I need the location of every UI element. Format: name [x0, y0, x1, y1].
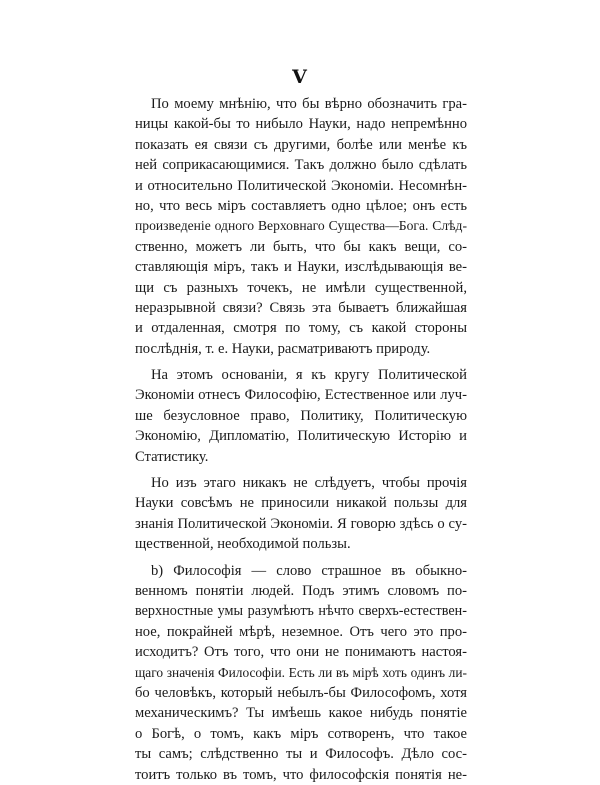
text-line: послѣднія, т. е. Науки, расматриваютъ природу.	[135, 340, 431, 357]
page-number: V	[292, 66, 308, 88]
text-line: тоитъ только въ томъ, что философскія понятія не-	[135, 766, 467, 783]
text-line: бо человѣкъ, который небылъ-бы Философомъ, хотя	[135, 684, 467, 701]
text-line: венномъ понятіи людей. Подъ этимъ словомъ по-	[135, 582, 467, 599]
text-line: исходитъ? Отъ того, что они не понимаютъ настоя-	[135, 644, 467, 661]
text-line: и отдаленная, смотря по тому, съ какой стороны	[135, 320, 467, 337]
paragraph-2	[135, 365, 467, 467]
text-line: ставляющія міръ, такъ и Науки, изслѣдывающія ве-	[135, 259, 467, 276]
text-line: щи съ разныхъ точекъ, не имѣли существенной,	[135, 279, 467, 296]
text-line: Статистику.	[135, 448, 209, 465]
text-line: показать ея связи съ другими, болѣе или менѣе къ	[135, 136, 467, 153]
text-line: Экономію, Дипломатію, Политическую Исторію и	[135, 428, 467, 445]
text-line: ше безусловное право, Политику, Политическую	[135, 407, 467, 424]
text-line: знанія Политической Экономіи. Я говорю здѣсь о су-	[135, 515, 467, 532]
text-line: ницы какой-бы то нибыло Науки, надо непремѣнно	[135, 116, 467, 133]
text-line: По моему мнѣнію, что бы вѣрно обозначить гра-	[151, 96, 467, 112]
text-line: о Богѣ, о томъ, какъ міръ сотворенъ, что такое	[135, 725, 467, 742]
text-line: щественной, необходимой пользы.	[135, 536, 351, 553]
body-text	[135, 94, 467, 785]
text-line: Но изъ этаго никакъ не слѣдуетъ, чтобы прочія	[151, 475, 467, 492]
text-line: ственно, можетъ ли быть, что бы какъ вещи, со-	[135, 238, 467, 255]
text-line: и относительно Политической Экономіи. Несомнѣн-	[135, 177, 467, 194]
text-line: ное, покрайней мѣрѣ, неземное. Отъ чего это про-	[135, 623, 467, 640]
text-line: верхностные умы разумѣютъ нѣчто сверхъ-естествен-	[135, 603, 467, 620]
text-line: На этомъ основаніи, я къ кругу Политической	[151, 367, 467, 384]
text-line: Науки совсѣмъ не приносили никакой пользы для	[135, 495, 467, 512]
text-line: механическимъ? Ты имѣешь какое нибудь понятіе	[135, 705, 467, 722]
text-line: Экономіи отнесъ Философію, Естественное или луч-	[135, 387, 467, 404]
paragraph-1	[135, 94, 467, 359]
paragraph-3	[135, 473, 467, 555]
text-line: ты самъ; слѣдственно ты и Философъ. Дѣло сос-	[135, 746, 467, 763]
text-line: произведеніе одного Верховнаго Существа—Бога. Слѣд-	[135, 218, 467, 234]
text-line: b) Философія — слово страшное въ обыкно-	[151, 562, 467, 579]
text-line: неразрывной связи? Связь эта бываетъ ближайшая	[135, 299, 467, 316]
paragraph-4	[135, 561, 467, 785]
text-line: но, что весь міръ составляетъ одно цѣлое; онъ есть	[135, 197, 467, 214]
text-line: ней соприкасающимися. Такъ должно было сдѣлать	[135, 157, 467, 174]
text-line: щаго значенія Философіи. Есть ли въ мірѣ хоть одинъ ли-	[135, 664, 467, 680]
